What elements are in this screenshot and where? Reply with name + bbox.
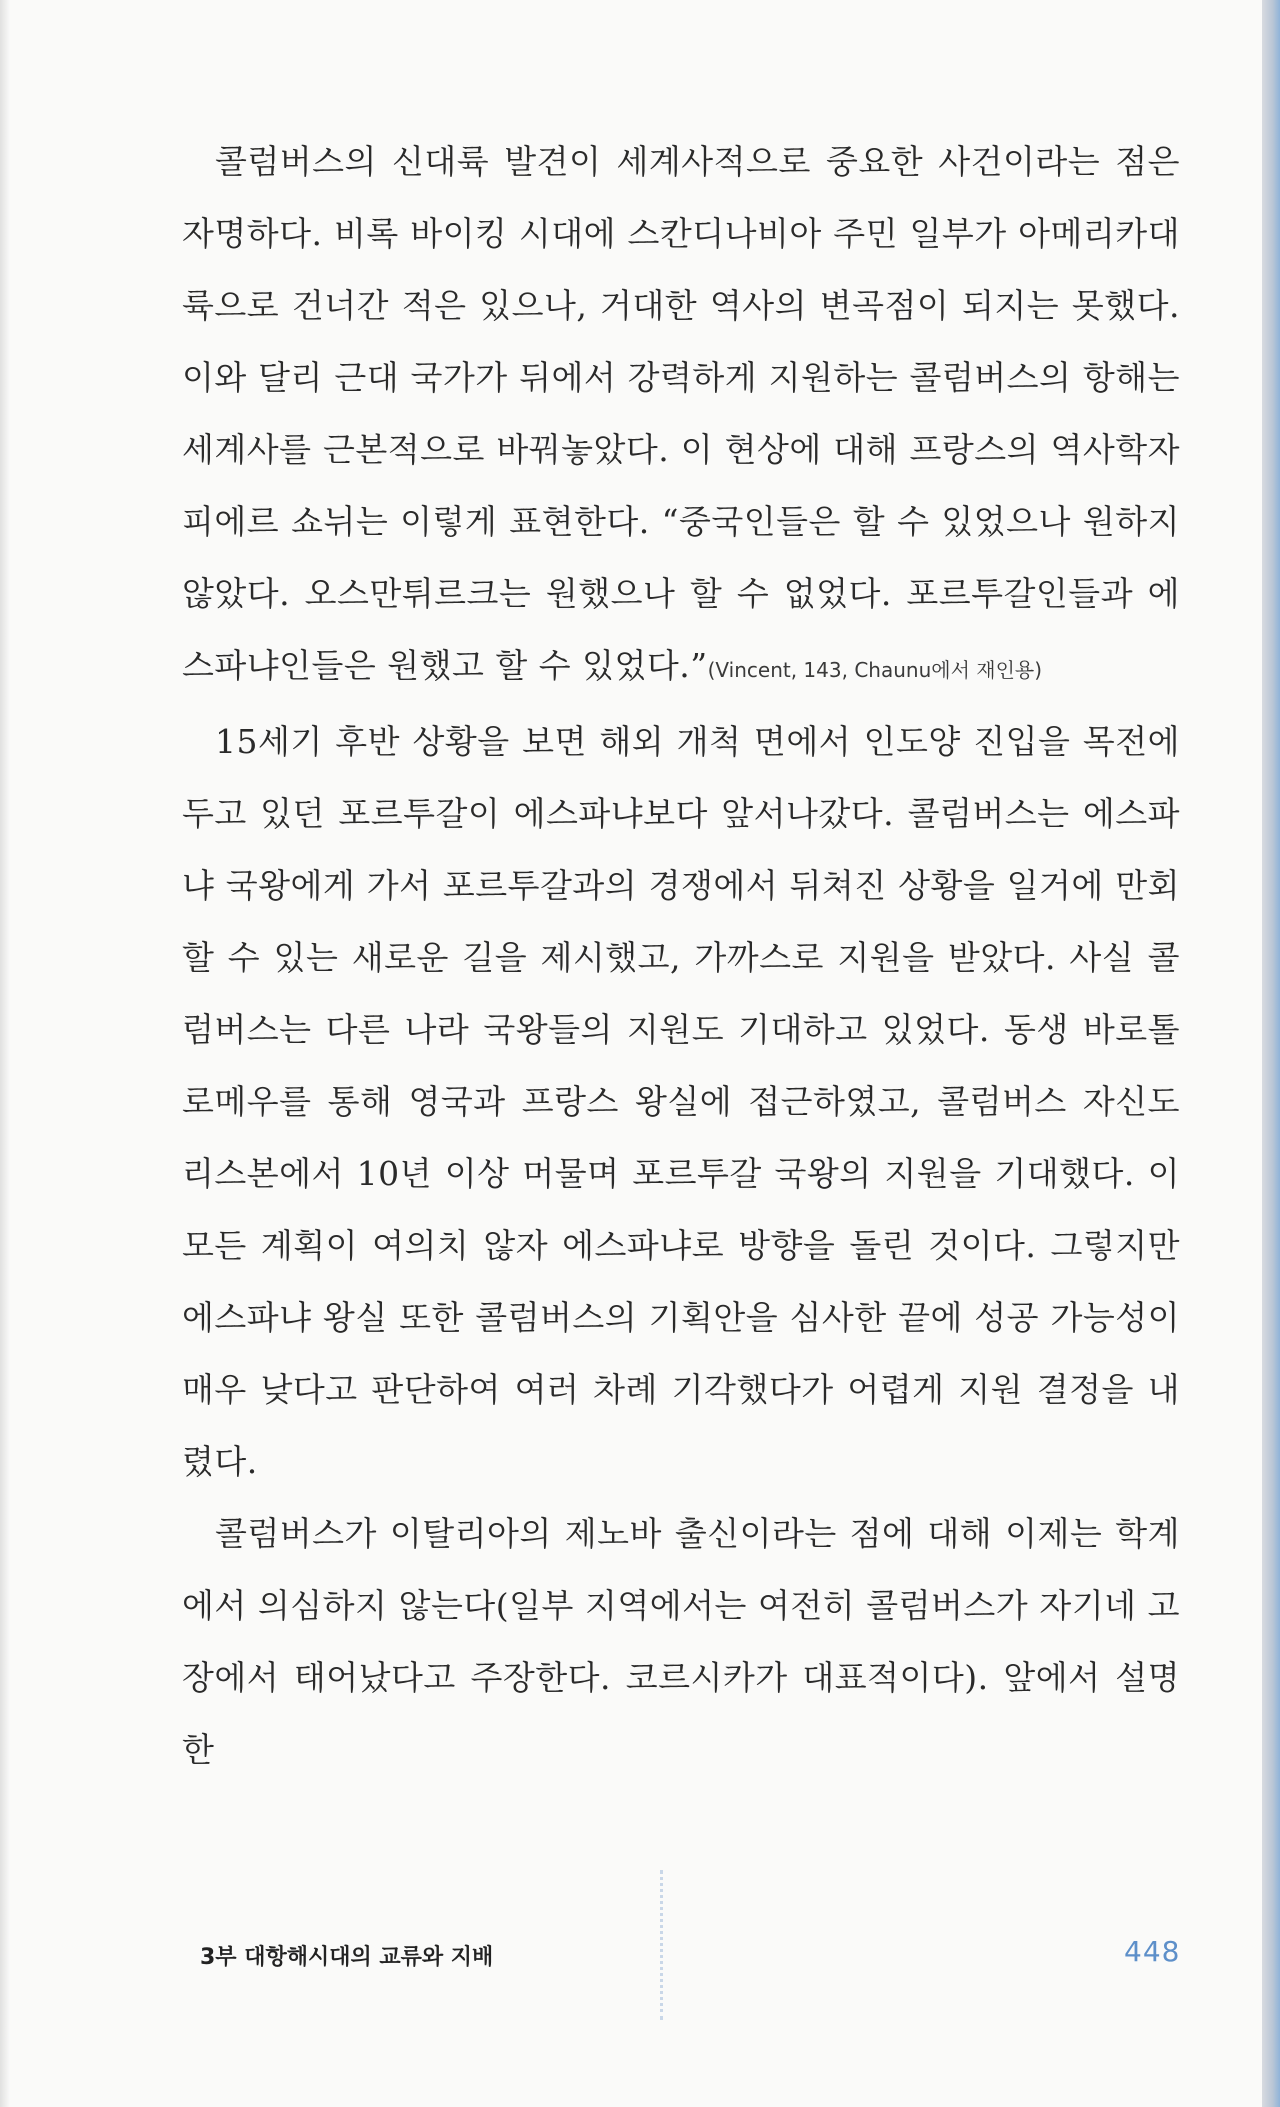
body-text xyxy=(182,126,1180,1786)
binding-shadow xyxy=(0,0,10,2107)
paragraph-1-text: 콜럼버스의 신대륙 발견이 세계사적으로 중요한 사건이라는 점은 자명하다. 비록 바이킹 시대에 스칸디나비아 주민 일부가 아메리카대륙으로 건너간 적은 있으나, 거대한 역사의 변곡점이 되지는 못했다. 이와 달리 근대 국가가 뒤에서 강력하게 지원하는 콜럼버스의 항해는 세계사를 근본적으로 바꿔놓았다. 이 현상에 대해 프랑스의 역사학자 피에르 쇼뉘는 이렇게 표현한다. “중국인들은 할 수 있었으나 원하지 않았다. 오스만튀르크는 원했으나 할 수 없었다. 포르투갈인들과 에스파냐인들은 원했고 할 수 있었다.” xyxy=(182,142,1180,685)
footer-divider xyxy=(660,1870,663,2020)
page-number: 448 xyxy=(1124,1935,1181,1968)
paragraph-3: 콜럼버스가 이탈리아의 제노바 출신이라는 점에 대해 이제는 학계에서 의심하지 않는다(일부 지역에서는 여전히 콜럼버스가 자기네 고장에서 태어났다고 주장한다. 코르시카가 대표적이다). 앞에서 설명한 xyxy=(182,1514,1180,1769)
citation: (Vincent, 143, Chaunu에서 재인용) xyxy=(707,658,1043,682)
paragraph-2: 15세기 후반 상황을 보면 해외 개척 면에서 인도양 진입을 목전에 두고 있던 포르투갈이 에스파냐보다 앞서나갔다. 콜럼버스는 에스파냐 국왕에게 가서 포르투갈과의 경쟁에서 뒤쳐진 상황을 일거에 만회할 수 있는 새로운 길을 제시했고, 가까스로 지원을 받았다. 사실 콜럼버스는 다른 나라 국왕들의 지원도 기대하고 있었다. 동생 바로톨로메우를 통해 영국과 프랑스 왕실에 접근하였고, 콜럼버스 자신도 리스본에서 10년 이상 머물며 포르투갈 국왕의 지원을 기대했다. 이 모든 계획이 여의치 않자 에스파냐로 방향을 돌린 것이다. 그렇지만 에스파냐 왕실 또한 콜럼버스의 기획안을 심사한 끝에 성공 가능성이 매우 낮다고 판단하여 여러 차례 기각했다가 어렵게 지원 결정을 내렸다. xyxy=(182,722,1180,1481)
section-title: 3부 대항해시대의 교류와 지배 xyxy=(200,1945,494,1970)
paragraph-1 xyxy=(182,126,1180,706)
page-edge xyxy=(1262,0,1280,2107)
